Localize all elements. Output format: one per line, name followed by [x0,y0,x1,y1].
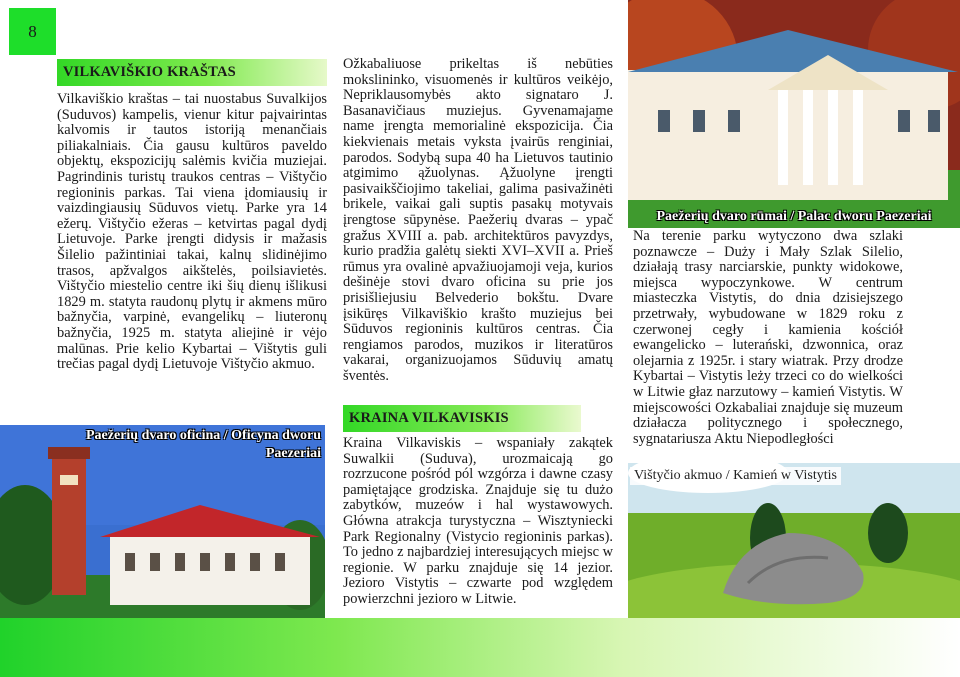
akmuo-illustration [628,463,960,618]
caption-akmuo: Vištyčio akmuo / Kamień w Vistytis [630,467,841,485]
paragraph-pl-1: Kraina Vilkaviskis – wspaniały zakątek Suwalkii (Suduva), urozmaicają go rozrzucone pośród pól wzgórza i dawne czasy pamiętające grodziska. Znajduje się tu dużo zabytków, muzeów i hal wystawowych. Główna atrakcja turystyczna – Wisztyniecki Park Regionalny (Vistycio regioninis parkas). To jedno z najbardziej interesujących miejsc w regionie. W parku znajduje się 14 jezior. Jezioro Vistytis – czwarte pod względem powierzchni jezioro w Litwie. [343,435,613,607]
photo-rumai [628,0,960,228]
photo-akmuo [628,463,960,618]
paragraph-lt-2: Ožkabaliuose prikeltas iš nebūties mokslininko, visuomenės ir kultūros veikėjo, Nepriklausomybės akto signataro J. Basanavičiaus muziejus. Gyvenamajame name įrengta memorialinė ekspozicija. Čia kiekvienais metais vyksta įvairūs renginiai, parodos. Sodybą supa 40 ha Lietuvos tautinio atgimimo ąžuolynas. Ąžuolyne įrengti pasivaikščiojimo takeliai, galima pasivažinėti brikele, vaikai gali suptis pasakų motyvais įrengtose sūpynėse. Paežerių dvaras – ypač gražus XVIII a. pab. architektūros pavyzdys, kurio pradžia galėtų siekti XVI–XVII a. Prieš rūmus yra ovalinė apvažiuojamoji veja, kurios dešinėje stovi dvaro oficina su prie jos prisišliejusiu Belvederio bokštu. Dvare įsikūręs Vilkaviškio krašto muziejus bei Sūduvos regioninis kultūros centras. Čia rengiamos parodos, muzikos ir literatūros vakarai, organizuojamos Sūduvių amatų šventės. [343,56,613,384]
section-heading-vilkaviskio: VILKAVIŠKIO KRAŠTAS [57,59,327,86]
text-column-pl-1 [343,436,613,608]
caption-oficina: Paežerių dvaro oficina / Oficyna dworu Paezeriai [86,428,321,461]
paragraph-lt-1: Vilkaviškio kraštas – tai nuostabus Suvalkijos (Suduvos) kampelis, vienur kitur paįvairintas kalvomis ir tautos istoriją menančiais piliakalniais. Čia gausu kultūros paveldo objektų, ekspozicijų salėmis kvičia muziejai. Pagrindinis turistų traukos centras – Vištyčio regioninis parkas. Tai viena įdomiausių ir vaizdingiausių Sūduvos vietų. Parke yra 14 ežerų. Vištyčio ežeras – ketvirtas pagal dydį Lietuvoje. Parke įrengti didysis ir mažasis Šilelio pažintiniai takai, kalnų slidinėjimo trasos, apžvalgos aikštelės, poilsiavietės. Vištyčio miestelio centre iki šių dienų išlikusi 1829 m. statyta raudonų plytų ir akmens mūro bažnyčia, varpinė, evangelikų – liuteronų bažnyčia, 1925 m. statyta aliejinė ir vėjo malūnas. Prie kelio Kybartai – Vištytis guli trečias pagal dydį Lietuvoje Vištyčio akmuo. [57,91,327,373]
page-number: 8 [9,8,56,55]
bottom-decor-band [0,618,960,677]
text-column-lt-2 [343,57,613,384]
photo-oficina [0,425,325,618]
rumai-illustration [628,0,960,228]
text-column-lt-1 [57,92,327,373]
paragraph-pl-2: Na terenie parku wytyczono dwa szlaki poznawcze – Duży i Mały Szlak Silelio, działają trasy narciarskie, punkty widokowe, miejsca wypoczynkowe. W centrum miasteczka Vistytis, do dnia dzisiejszego przetrwały, wybudowane w 1829 roku z czerwonej cegły i kamienia kościół ewangelicko – luterański, dzwonnica, oraz olejarnia z 1925r. i stary wiatrak. Przy drodze Kybartai – Vistytis leży trzeci co do wielkości w Litwie głaz narzutowy – kamień Vistytis. W miejscowości Ozkabaliai znajduje się muzeum działacza politycznego i społecznego, sygnatariusza Aktu Niepodległości [633,228,903,447]
text-column-pl-2 [633,229,903,447]
caption-rumai: Paežerių dvaro rūmai / Palac dworu Paezeriai [656,209,932,224]
section-heading-kraina: KRAINA VILKAVISKIS [343,405,581,432]
